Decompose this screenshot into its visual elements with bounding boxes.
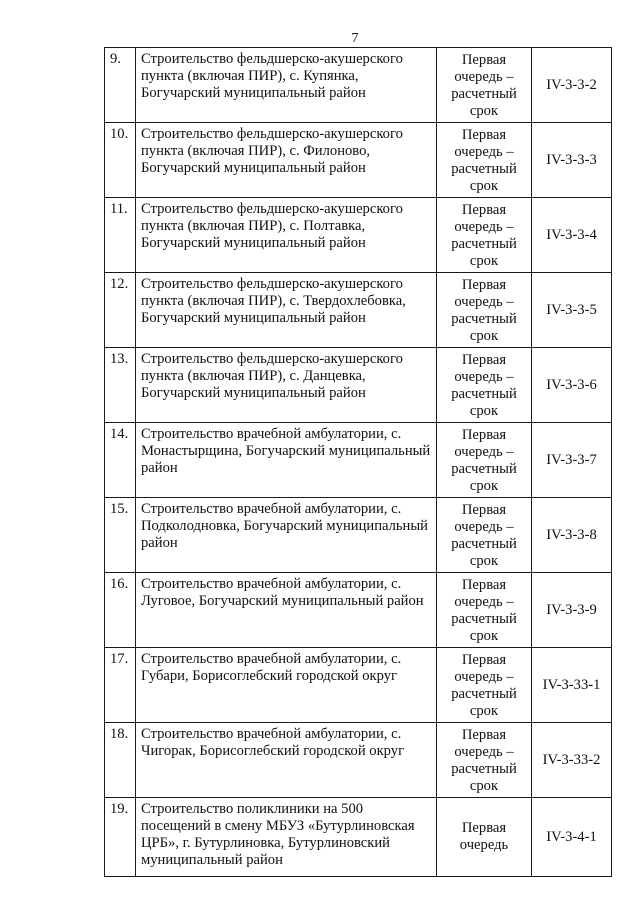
implementation-term-cell — [437, 48, 532, 123]
object-code-cell: IV-3-3-5 — [532, 273, 612, 348]
term-line: Первая — [461, 727, 507, 743]
term-line: расчетный — [451, 386, 517, 402]
object-code-cell: IV-3-3-8 — [532, 498, 612, 573]
implementation-term-cell — [437, 273, 532, 348]
page-number: 7 — [351, 31, 359, 46]
implementation-term-cell — [437, 573, 532, 648]
term-line: очередь – — [454, 744, 514, 760]
object-code-cell: IV-3-33-2 — [532, 723, 612, 798]
row-number-cell: 9. — [105, 48, 136, 123]
object-code-cell: IV-3-3-7 — [532, 423, 612, 498]
term-line: срок — [469, 253, 499, 269]
object-description-cell: Строительство врачебной амбулатории, с. Чигорак, Борисоглебский городской округ — [136, 723, 437, 798]
term-line: срок — [469, 403, 499, 419]
table-body — [105, 48, 612, 877]
object-description-cell: Строительство поликлиники на 500 посещений в смену МБУЗ «Бутурлиновская ЦРБ», г. Бутурлиновка, Бутурлиновский муниципальный район — [136, 798, 437, 877]
row-number-cell: 13. — [105, 348, 136, 423]
term-line: Первая — [461, 652, 507, 668]
table-row — [105, 573, 612, 648]
table-row — [105, 798, 612, 877]
object-code-cell: IV-3-3-9 — [532, 573, 612, 648]
row-number-cell: 14. — [105, 423, 136, 498]
term-line: расчетный — [451, 86, 517, 102]
table-row — [105, 348, 612, 423]
object-code-cell: IV-3-3-3 — [532, 123, 612, 198]
term-line: очередь – — [454, 294, 514, 310]
term-line: срок — [469, 703, 499, 719]
implementation-term-cell — [437, 348, 532, 423]
term-line: Первая — [461, 352, 507, 368]
object-code-cell: IV-3-33-1 — [532, 648, 612, 723]
implementation-term-cell — [437, 198, 532, 273]
row-number-cell: 19. — [105, 798, 136, 877]
term-line: очередь – — [454, 669, 514, 685]
object-description-cell: Строительство врачебной амбулатории, с. Губари, Борисоглебский городской округ — [136, 648, 437, 723]
implementation-term-cell — [437, 798, 532, 877]
term-line: очередь – — [454, 444, 514, 460]
row-number-cell: 16. — [105, 573, 136, 648]
object-description-cell: Строительство фельдшерско-акушерского пункта (включая ПИР), с. Филоново, Богучарский муниципальный район — [136, 123, 437, 198]
object-code-cell: IV-3-3-6 — [532, 348, 612, 423]
term-line: срок — [469, 628, 499, 644]
term-line: срок — [469, 478, 499, 494]
object-description-cell: Строительство врачебной амбулатории, с. Подколодновка, Богучарский муниципальный район — [136, 498, 437, 573]
row-number-cell: 12. — [105, 273, 136, 348]
term-line: расчетный — [451, 461, 517, 477]
term-line: очередь – — [454, 594, 514, 610]
table-row — [105, 648, 612, 723]
object-description-cell: Строительство фельдшерско-акушерского пункта (включая ПИР), с. Купянка, Богучарский муниципальный район — [136, 48, 437, 123]
object-description-cell: Строительство фельдшерско-акушерского пункта (включая ПИР), с. Полтавка, Богучарский муниципальный район — [136, 198, 437, 273]
row-number-cell: 10. — [105, 123, 136, 198]
term-line: расчетный — [451, 686, 517, 702]
term-line: Первая — [461, 577, 507, 593]
row-number-cell: 17. — [105, 648, 136, 723]
term-line: очередь — [459, 837, 509, 853]
table-row — [105, 423, 612, 498]
object-description-cell: Строительство фельдшерско-акушерского пункта (включая ПИР), с. Данцевка, Богучарский муниципальный район — [136, 348, 437, 423]
object-code-cell: IV-3-3-4 — [532, 198, 612, 273]
row-number-cell: 15. — [105, 498, 136, 573]
object-description-cell: Строительство врачебной амбулатории, с. Монастырщина, Богучарский муниципальный район — [136, 423, 437, 498]
term-line: расчетный — [451, 161, 517, 177]
term-line: Первая — [461, 127, 507, 143]
table-row — [105, 723, 612, 798]
implementation-term-cell — [437, 423, 532, 498]
term-line: расчетный — [451, 761, 517, 777]
term-line: расчетный — [451, 311, 517, 327]
implementation-term-cell — [437, 723, 532, 798]
term-line: очередь – — [454, 69, 514, 85]
object-code-cell: IV-3-3-2 — [532, 48, 612, 123]
term-line: Первая — [461, 52, 507, 68]
term-line: расчетный — [451, 536, 517, 552]
table-row — [105, 498, 612, 573]
term-line: очередь – — [454, 369, 514, 385]
term-line: Первая — [461, 427, 507, 443]
object-description-cell: Строительство врачебной амбулатории, с. Луговое, Богучарский муниципальный район — [136, 573, 437, 648]
term-line: срок — [469, 553, 499, 569]
table-row — [105, 273, 612, 348]
term-line: очередь – — [454, 144, 514, 160]
term-line: срок — [469, 103, 499, 119]
term-line: расчетный — [451, 611, 517, 627]
term-line: Первая — [461, 277, 507, 293]
term-line: срок — [469, 328, 499, 344]
row-number-cell: 18. — [105, 723, 136, 798]
row-number-cell: 11. — [105, 198, 136, 273]
table-row — [105, 123, 612, 198]
implementation-term-cell — [437, 648, 532, 723]
term-line: Первая — [461, 502, 507, 518]
objects-table — [104, 47, 612, 877]
term-line: срок — [469, 178, 499, 194]
implementation-term-cell — [437, 498, 532, 573]
object-code-cell: IV-3-4-1 — [532, 798, 612, 877]
implementation-term-cell — [437, 123, 532, 198]
term-line: срок — [469, 778, 499, 794]
table-row — [105, 48, 612, 123]
object-description-cell: Строительство фельдшерско-акушерского пункта (включая ПИР), с. Твердохлебовка, Богучарский муниципальный район — [136, 273, 437, 348]
term-line: Первая — [461, 202, 507, 218]
table-row — [105, 198, 612, 273]
term-line: Первая — [461, 820, 507, 836]
term-line: очередь – — [454, 519, 514, 535]
term-line: очередь – — [454, 219, 514, 235]
term-line: расчетный — [451, 236, 517, 252]
